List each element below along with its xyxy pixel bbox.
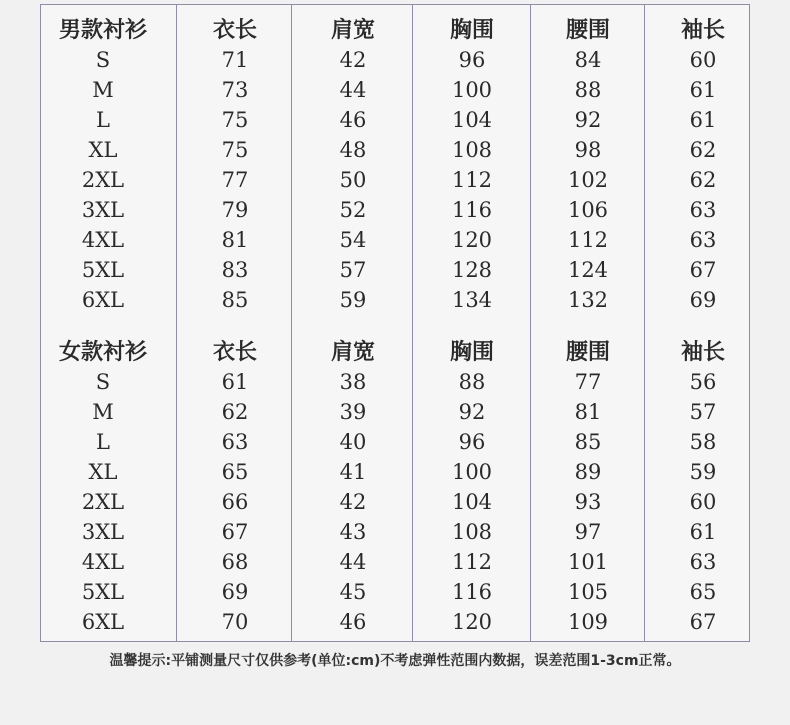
measurement-value: 77 [574,370,602,394]
table-row [0,75,790,105]
measurement-value: 73 [221,78,249,102]
measurement-value: 96 [458,48,486,72]
measurement-value: 128 [451,258,493,282]
measurement-value: 46 [339,610,367,634]
measurement-value: 88 [574,78,602,102]
measurement-value: 40 [339,430,367,454]
size-label: 2XL [81,490,125,514]
measurement-value: 69 [689,288,717,312]
measurement-value: 41 [339,460,367,484]
size-label: M [92,78,114,102]
table-row [0,135,790,165]
measurement-value: 116 [451,580,493,604]
measurement-value: 79 [221,198,249,222]
measurement-value: 57 [689,400,717,424]
measurement-value: 81 [221,228,249,252]
measurement-value: 105 [567,580,609,604]
measurement-value: 85 [221,288,249,312]
measurement-value: 96 [458,430,486,454]
size-label: 4XL [81,228,125,252]
size-label: L [96,430,110,454]
measurement-value: 50 [339,168,367,192]
table-row [0,195,790,225]
measurement-value: 132 [567,288,609,312]
measurement-value: 97 [574,520,602,544]
measurement-value: 65 [221,460,249,484]
measurement-value: 61 [221,370,249,394]
measurement-value: 81 [574,400,602,424]
size-label: XL [88,460,118,484]
measurement-value: 61 [689,520,717,544]
measurement-value: 63 [221,430,249,454]
size-label: 3XL [81,520,125,544]
measurement-value: 109 [567,610,609,634]
measurement-value: 112 [567,228,609,252]
table-row [0,547,790,577]
measurement-value: 62 [689,138,717,162]
table-row [0,105,790,135]
measurement-value: 45 [339,580,367,604]
measurement-value: 77 [221,168,249,192]
womens-shirt-table [0,337,790,637]
measurement-value: 112 [451,168,493,192]
measurement-value: 67 [689,258,717,282]
column-header: 胸围 [449,17,494,43]
size-label: XL [88,138,118,162]
table-header-row [0,15,790,45]
measurement-value: 134 [451,288,493,312]
measurement-value: 52 [339,198,367,222]
measurement-value: 98 [574,138,602,162]
measurement-value: 93 [574,490,602,514]
measurement-value: 63 [689,198,717,222]
measurement-value: 83 [221,258,249,282]
mens-shirt-table [0,15,790,315]
size-label: 2XL [81,168,125,192]
measurement-value: 42 [339,490,367,514]
table-row [0,607,790,637]
measurement-value: 71 [221,48,249,72]
table-row [0,367,790,397]
table-row [0,397,790,427]
measurement-value: 116 [451,198,493,222]
measurement-value: 46 [339,108,367,132]
measurement-value: 112 [451,550,493,574]
measurement-value: 59 [339,288,367,312]
measurement-value: 39 [339,400,367,424]
size-label: L [96,108,110,132]
measurement-value: 38 [339,370,367,394]
column-header: 肩宽 [330,339,375,365]
measurement-value: 85 [574,430,602,454]
measurement-value: 120 [451,610,493,634]
column-header: 肩宽 [330,17,375,43]
measurement-value: 58 [689,430,717,454]
table-header-row [0,337,790,367]
column-header: 袖长 [680,17,725,43]
measurement-value: 84 [574,48,602,72]
measurement-value: 100 [451,460,493,484]
measurement-value: 56 [689,370,717,394]
measurement-value: 57 [339,258,367,282]
measurement-value: 62 [221,400,249,424]
measurement-value: 43 [339,520,367,544]
measurement-value: 66 [221,490,249,514]
measurement-value: 100 [451,78,493,102]
measurement-value: 108 [451,520,493,544]
column-header: 衣长 [212,339,257,365]
measurement-value: 59 [689,460,717,484]
measurement-value: 62 [689,168,717,192]
column-header: 袖长 [680,339,725,365]
column-header: 腰围 [565,339,610,365]
table-row [0,255,790,285]
size-label: M [92,400,114,424]
measurement-value: 88 [458,370,486,394]
size-label: 3XL [81,198,125,222]
column-header: 胸围 [449,339,494,365]
measurement-value: 67 [221,520,249,544]
measurement-value: 68 [221,550,249,574]
measurement-value: 101 [567,550,609,574]
measurement-value: 67 [689,610,717,634]
size-label: 5XL [81,258,125,282]
size-label: 5XL [81,580,125,604]
measurement-value: 48 [339,138,367,162]
measurement-value: 69 [221,580,249,604]
column-header: 衣长 [212,17,257,43]
table-row [0,285,790,315]
size-label: S [95,370,111,394]
table-row [0,45,790,75]
table-title: 女款衬衫 [58,339,147,365]
measurement-value: 44 [339,78,367,102]
measurement-value: 92 [458,400,486,424]
measurement-value: 61 [689,108,717,132]
table-title: 男款衬衫 [58,17,147,43]
measurement-value: 75 [221,138,249,162]
measurement-value: 70 [221,610,249,634]
measurement-value: 54 [339,228,367,252]
size-label: S [95,48,111,72]
measurement-value: 63 [689,550,717,574]
column-header: 腰围 [565,17,610,43]
measurement-value: 65 [689,580,717,604]
size-label: 6XL [81,610,125,634]
measurement-value: 120 [451,228,493,252]
measurement-value: 108 [451,138,493,162]
measurement-value: 60 [689,490,717,514]
size-label: 4XL [81,550,125,574]
table-row [0,457,790,487]
measurement-value: 75 [221,108,249,132]
measurement-value: 60 [689,48,717,72]
table-row [0,165,790,195]
measurement-value: 63 [689,228,717,252]
measurement-value: 102 [567,168,609,192]
table-row [0,225,790,255]
measurement-value: 106 [567,198,609,222]
measurement-value: 104 [451,108,493,132]
measurement-note: 温馨提示:平铺测量尺寸仅供参考(单位:cm)不考虑弹性范围内数据，误差范围1-3cm正常。 [109,653,681,669]
measurement-value: 124 [567,258,609,282]
measurement-value: 61 [689,78,717,102]
table-row [0,517,790,547]
table-row [0,577,790,607]
measurement-value: 44 [339,550,367,574]
measurement-value: 92 [574,108,602,132]
size-label: 6XL [81,288,125,312]
measurement-value: 89 [574,460,602,484]
measurement-value: 42 [339,48,367,72]
table-row [0,427,790,457]
table-row [0,487,790,517]
measurement-value: 104 [451,490,493,514]
